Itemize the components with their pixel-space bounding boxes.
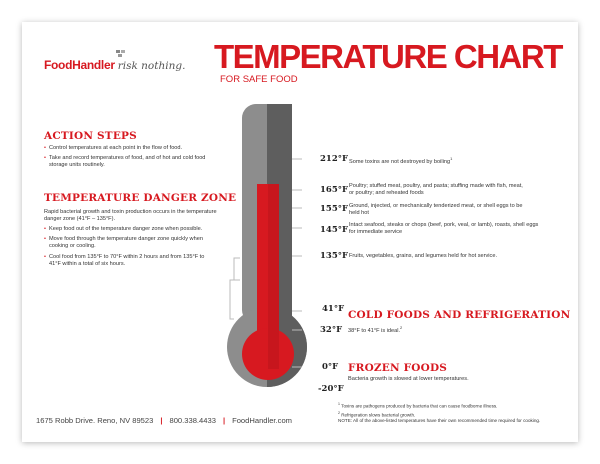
temp-label: 212°F: [320, 154, 349, 164]
footer-website[interactable]: FoodHandler.com: [232, 416, 293, 425]
danger-zone-list: [44, 226, 216, 271]
brand-mark-icon: [116, 50, 126, 58]
danger-zone-heading: TEMPERATURE DANGER ZONE: [44, 192, 237, 204]
danger-zone-bracket: [230, 280, 234, 319]
danger-zone-item: • Cool food from 135°F to 70°F within 2 hours and from 135°F to 41°F within a total of six hours.: [44, 254, 216, 268]
danger-zone-bracket: [234, 258, 240, 280]
footnote-3: NOTE: All of the above-listed temperatures have their own recommended time required for cooking.: [338, 418, 541, 424]
brand-tagline: risk nothing.: [117, 60, 186, 72]
footnote-1: $^1$ Toxins are pathogens produced by bacteria that can cause foodborne illness.: [338, 402, 498, 409]
temp-label: 135°F: [320, 251, 349, 261]
cold-foods-text: 38°F to 41°F is ideal.$^2$: [348, 325, 403, 334]
danger-zone-intro: Rapid bacterial growth and toxin production occurs in the temperature danger zone (41°F – 135°F).: [44, 209, 217, 223]
footnote-2: $^2$ Refrigeration slows bacterial growth.: [338, 410, 416, 418]
temp-label: -20°F: [318, 384, 344, 394]
temp-label: 165°F: [320, 185, 349, 195]
temp-description: Intact seafood, steaks or chops (beef, pork, veal, or lamb), roasts, shell eggs for immediate service: [349, 222, 539, 235]
cold-foods-heading: COLD FOODS AND REFRIGERATION: [348, 309, 571, 321]
temp-label: 145°F: [320, 225, 349, 235]
action-steps-heading: ACTION STEPS: [44, 130, 137, 142]
temp-description: Poultry; stuffed meat, poultry, and pasta; stuffing made with fish, meat, or poultry; and reheated foods: [349, 183, 523, 196]
danger-zone-item: • Move food through the temperature danger zone quickly when cooking or cooling.: [44, 236, 216, 250]
temp-label: 32°F: [320, 325, 343, 335]
brand-logo: [44, 58, 185, 72]
temp-label: 0°F: [322, 362, 339, 372]
frozen-foods-text: Bacteria growth is slowed at lower temperatures.: [348, 376, 469, 382]
temp-description: Some toxins are not destroyed by boiling$^1$: [349, 156, 453, 165]
temperature-ticks: [292, 97, 322, 397]
action-step-item: • Take and record temperatures of food, and of hot and cold food storage units routinely.: [44, 155, 219, 169]
action-step-item: • Control temperatures at each point in the flow of food.: [44, 145, 219, 152]
frozen-foods-heading: FROZEN FOODS: [348, 362, 448, 374]
temp-label: 41°F: [322, 304, 345, 314]
temp-description: Ground, injected, or mechanically tenderized meat, or shell eggs to be held hot: [349, 203, 523, 216]
page-subtitle: FOR SAFE FOOD: [220, 74, 298, 85]
footer-contact: 1675 Robb Drive. Reno, NV 89523 | 800.338.4433 | FoodHandler.com: [36, 416, 293, 425]
temperature-chart-sheet: [22, 22, 578, 442]
action-steps-list: [44, 145, 219, 173]
footer-phone[interactable]: 800.338.4433: [169, 416, 216, 425]
footnotes: [338, 401, 568, 425]
footer-address: 1675 Robb Drive. Reno, NV 89523: [36, 416, 154, 425]
temp-label: 155°F: [320, 204, 349, 214]
brand-name: FoodHandler: [44, 58, 115, 72]
danger-zone-item: • Keep food out of the temperature danger zone when possible.: [44, 226, 216, 233]
page-title: TEMPERATURE CHART: [214, 38, 562, 75]
temp-description: Fruits, vegetables, grains, and legumes held for hot service.: [349, 253, 497, 259]
